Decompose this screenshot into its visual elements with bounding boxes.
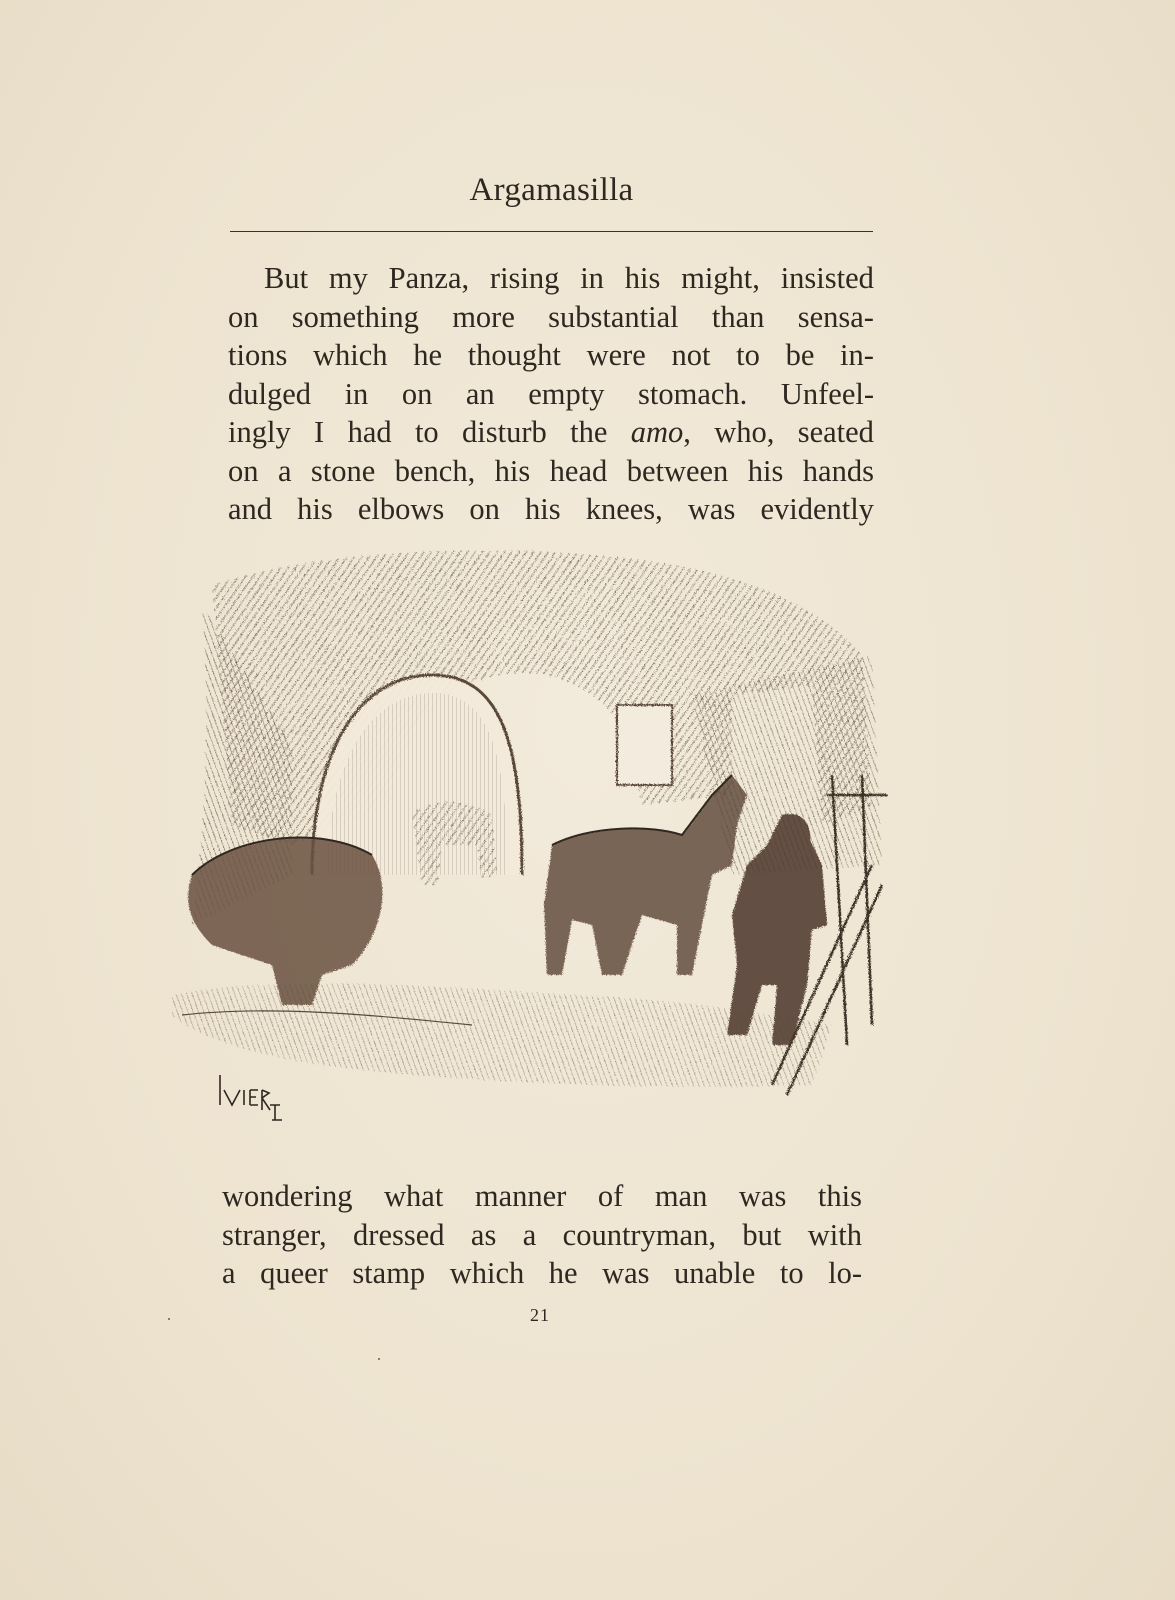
paragraph-top [228, 259, 874, 529]
word: a [222, 1256, 236, 1290]
word: this [817, 1179, 862, 1213]
word: tions [228, 338, 288, 372]
word: on [401, 376, 433, 411]
text-line [222, 1254, 862, 1293]
paper-speck [168, 1318, 170, 1320]
header-rule [230, 231, 873, 232]
word: who, [714, 415, 775, 449]
word: elbows [357, 492, 445, 526]
text-line [228, 336, 874, 375]
word: the [570, 415, 608, 449]
word: amo, [630, 415, 691, 449]
page-number: 21 [530, 1305, 550, 1325]
engraving-illustration [172, 545, 920, 1160]
word: on [469, 492, 500, 526]
word: to [414, 415, 439, 449]
word: to [736, 338, 760, 372]
word: an [465, 376, 495, 411]
word: but [742, 1217, 782, 1252]
word: as [470, 1217, 497, 1252]
word: might, [681, 261, 760, 295]
word: Panza, [388, 261, 470, 295]
word: ingly [228, 415, 291, 449]
word: between [626, 453, 729, 488]
word: were [586, 338, 646, 372]
word: and [228, 492, 273, 526]
word: his [747, 453, 784, 488]
word: his [494, 453, 531, 488]
word: insisted [780, 261, 874, 295]
word: which [313, 338, 388, 372]
word: a [277, 453, 292, 488]
text-line [228, 413, 874, 452]
word: Unfeel- [780, 376, 874, 411]
word: substantial [548, 299, 679, 334]
window-opening [617, 705, 672, 785]
word: seated [797, 415, 874, 449]
word: wondering [222, 1179, 353, 1213]
word: which [449, 1256, 525, 1290]
word: his [297, 492, 333, 526]
word: knees, [585, 492, 663, 526]
word: was [738, 1179, 787, 1213]
word: queer [260, 1256, 328, 1290]
word: a [522, 1217, 537, 1252]
word: dulged [228, 376, 312, 411]
word: to [779, 1256, 804, 1290]
word: of [597, 1179, 624, 1213]
word: hands [802, 453, 874, 488]
text-line [222, 1177, 862, 1216]
ox-figure [188, 838, 382, 1005]
word: empty [528, 376, 605, 411]
word: rising [489, 261, 560, 295]
word: lo- [828, 1256, 862, 1290]
word: bench, [394, 453, 476, 488]
word: on [228, 453, 259, 488]
word: stamp [352, 1256, 426, 1290]
text-line [228, 259, 874, 298]
running-head: Argamasilla [469, 172, 634, 208]
word: I [314, 415, 325, 449]
text-line [228, 452, 874, 491]
word: than [711, 299, 765, 334]
word: evidently [760, 492, 874, 526]
word: dressed [353, 1217, 445, 1252]
word: in [580, 261, 604, 295]
word: be [785, 338, 815, 372]
word: with [807, 1217, 862, 1252]
word: what [384, 1179, 444, 1213]
word: he [548, 1256, 578, 1290]
word: not [671, 338, 711, 372]
word: my [328, 261, 368, 295]
text-line [222, 1216, 862, 1255]
word: thought [467, 338, 561, 372]
word: stone [310, 453, 376, 488]
paragraph-bottom [222, 1177, 862, 1293]
word: in [344, 376, 369, 411]
word: his [624, 261, 661, 295]
word: more [452, 299, 515, 334]
word: unable [674, 1256, 756, 1290]
word: stomach. [638, 376, 748, 411]
text-line [228, 375, 874, 414]
word: But [264, 261, 309, 295]
text-line [228, 490, 874, 529]
mule-figure [544, 775, 747, 975]
artist-signature [220, 1075, 282, 1120]
word: something [291, 299, 419, 334]
word: manner [474, 1179, 567, 1213]
word: sensa- [797, 299, 874, 334]
word: he [413, 338, 443, 372]
word: was [602, 1256, 650, 1290]
paper-speck [378, 1358, 380, 1360]
word: head [549, 453, 608, 488]
word: on [228, 299, 259, 334]
word: disturb [462, 415, 547, 449]
word: man [654, 1179, 708, 1213]
word: was [687, 492, 736, 526]
text-line [228, 298, 874, 337]
word: in- [840, 338, 874, 372]
word: had [347, 415, 392, 449]
word: stranger, [222, 1217, 327, 1252]
word: his [525, 492, 561, 526]
word: countryman, [562, 1217, 716, 1252]
